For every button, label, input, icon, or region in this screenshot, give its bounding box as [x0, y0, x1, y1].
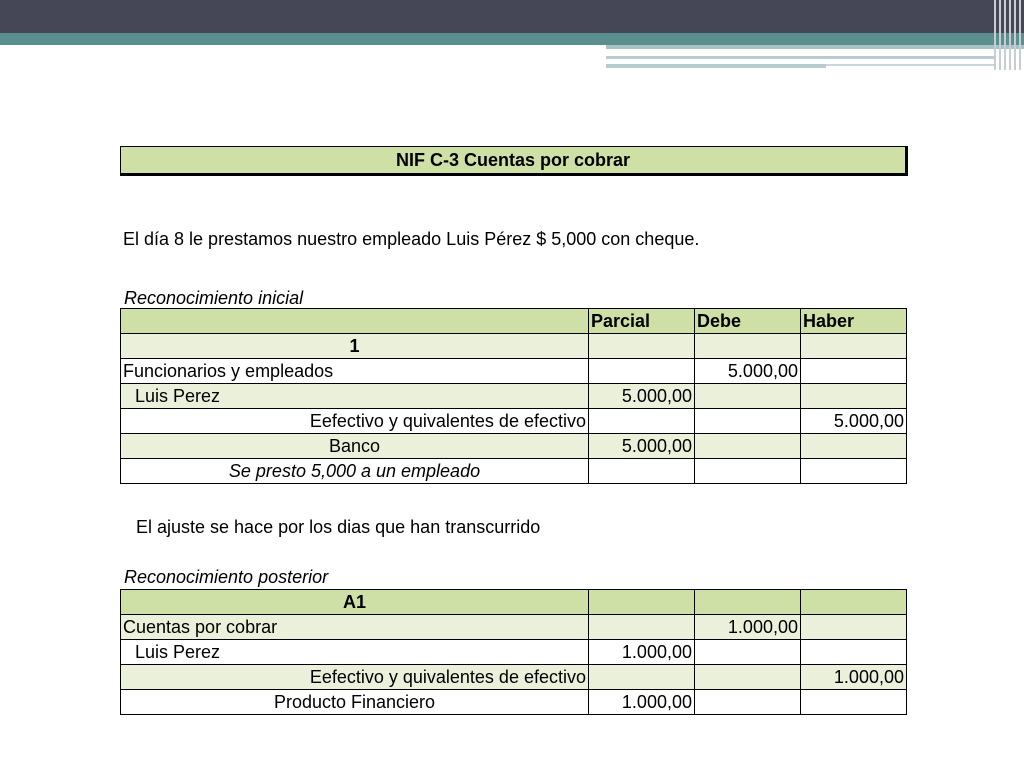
header-cell	[121, 309, 589, 334]
table-row	[121, 665, 907, 690]
section-heading-initial: Reconocimiento inicial	[124, 288, 304, 308]
intro-text: El día 8 le prestamos nuestro empleado Luis Pérez $ 5,000 con cheque.	[123, 229, 700, 249]
header-accent-bar	[0, 33, 1024, 45]
debe-cell: 1.000,00	[695, 615, 801, 640]
header-rule	[606, 56, 996, 59]
haber-cell: 1.000,00	[801, 665, 907, 690]
parcial-cell	[589, 409, 695, 434]
parcial-cell	[589, 359, 695, 384]
table-row	[121, 384, 907, 409]
table-row	[121, 334, 907, 359]
parcial-cell: 1.000,00	[589, 690, 695, 715]
haber-cell	[801, 384, 907, 409]
concept-cell: Eefectivo y quivalentes de efectivo	[121, 665, 589, 690]
parcial-cell	[589, 615, 695, 640]
table-row	[121, 690, 907, 715]
header-debe: Debe	[695, 309, 801, 334]
header-parcial: Parcial	[589, 309, 695, 334]
haber-cell	[801, 359, 907, 384]
header-rule	[606, 45, 1024, 49]
table-row	[121, 359, 907, 384]
section-heading-posterior: Reconocimiento posterior	[124, 567, 329, 587]
table-header-row	[121, 590, 907, 615]
debe-cell	[695, 690, 801, 715]
haber-cell	[801, 615, 907, 640]
concept-cell: Funcionarios y empleados	[121, 359, 589, 384]
haber-cell	[801, 459, 907, 484]
parcial-cell	[589, 665, 695, 690]
journal-table-initial	[120, 308, 907, 484]
haber-cell	[801, 640, 907, 665]
header-stripes	[992, 0, 1024, 70]
parcial-cell: 1.000,00	[589, 640, 695, 665]
debe-cell	[695, 409, 801, 434]
entry-number: 1	[121, 334, 589, 359]
table-row	[121, 615, 907, 640]
journal-table-posterior	[120, 589, 907, 715]
debe-cell: 5.000,00	[695, 359, 801, 384]
table-row	[121, 434, 907, 459]
parcial-cell: 5.000,00	[589, 384, 695, 409]
concept-cell: Luis Perez	[121, 384, 589, 409]
header-rule	[826, 64, 996, 66]
haber-cell	[801, 434, 907, 459]
concept-cell: Banco	[121, 434, 589, 459]
concept-cell: Producto Financiero	[121, 690, 589, 715]
debe-cell	[695, 434, 801, 459]
header-bar	[0, 0, 1024, 33]
header-haber: Haber	[801, 309, 907, 334]
page-title: NIF C-3 Cuentas por cobrar	[120, 146, 908, 176]
parcial-cell	[589, 459, 695, 484]
concept-cell: Cuentas por cobrar	[121, 615, 589, 640]
debe-cell	[695, 384, 801, 409]
debe-cell	[695, 640, 801, 665]
haber-cell	[801, 690, 907, 715]
concept-cell: Se presto 5,000 a un empleado	[121, 459, 589, 484]
table-header-row	[121, 309, 907, 334]
debe-cell	[695, 665, 801, 690]
table-row	[121, 409, 907, 434]
parcial-cell: 5.000,00	[589, 434, 695, 459]
entry-number: A1	[121, 590, 589, 615]
table-row	[121, 459, 907, 484]
header-rule	[606, 64, 826, 68]
concept-cell: Eefectivo y quivalentes de efectivo	[121, 409, 589, 434]
haber-cell: 5.000,00	[801, 409, 907, 434]
concept-cell: Luis Perez	[121, 640, 589, 665]
table-row	[121, 640, 907, 665]
adjust-note: El ajuste se hace por los dias que han transcurrido	[136, 517, 541, 537]
debe-cell	[695, 459, 801, 484]
